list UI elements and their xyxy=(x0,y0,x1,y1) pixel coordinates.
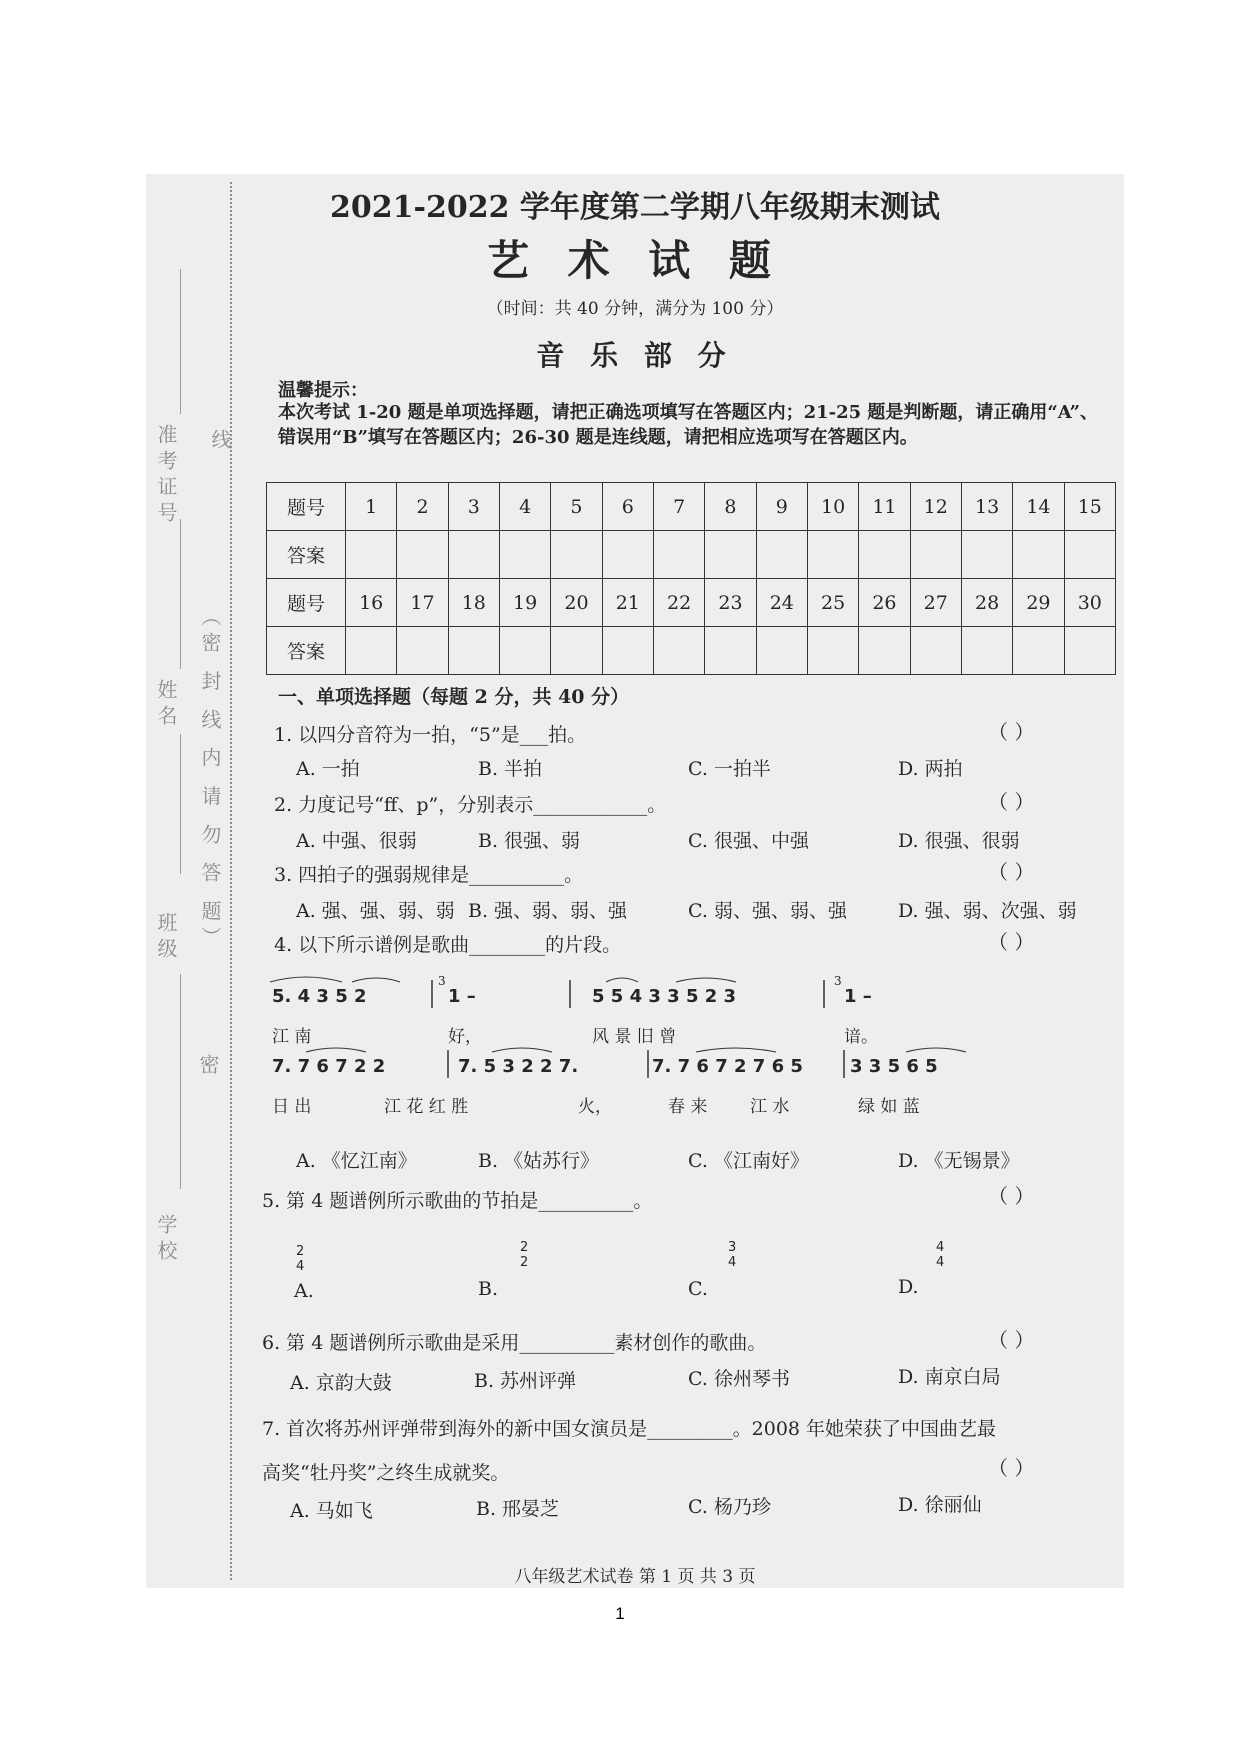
answer-cell[interactable] xyxy=(448,531,499,579)
option-c: C. 《江南好》 xyxy=(688,1150,809,1172)
table-cell: 5 xyxy=(551,483,602,531)
table-cell: 28 xyxy=(961,579,1012,627)
answer-cell[interactable] xyxy=(1013,531,1064,579)
answer-cell[interactable] xyxy=(961,531,1012,579)
option-a: A. 《忆江南》 xyxy=(296,1150,417,1172)
table-cell: 3 xyxy=(448,483,499,531)
answer-paren: （ ） xyxy=(988,930,1035,954)
answer-paren: （ ） xyxy=(988,720,1035,744)
answer-cell[interactable] xyxy=(859,627,910,675)
table-cell: 21 xyxy=(602,579,653,627)
answer-cell[interactable] xyxy=(705,531,756,579)
option-a: A. 京韵大鼓 xyxy=(290,1372,392,1394)
answer-cell[interactable] xyxy=(859,531,910,579)
option-b: B. 邢晏芝 xyxy=(476,1498,560,1520)
time-mark: 3 xyxy=(834,974,842,988)
time-signature-c: 3 4 xyxy=(728,1240,737,1270)
question-1: 1. 以四分音符为一拍，“5”是___拍。 xyxy=(274,724,587,746)
lyric: 风 景 旧 曾 xyxy=(592,1027,677,1047)
seal-char: 密 xyxy=(196,1054,220,1080)
option-c: C. 弱、强、弱、强 xyxy=(688,900,847,922)
option-b: B. 《姑苏行》 xyxy=(478,1150,600,1172)
lyric: 江 南 xyxy=(272,1027,312,1047)
answer-cell[interactable] xyxy=(705,627,756,675)
table-cell: 13 xyxy=(961,483,1012,531)
score-measure: 5. 4 3 5 2 xyxy=(272,986,367,1007)
table-cell: 15 xyxy=(1064,483,1115,531)
table-cell: 24 xyxy=(756,579,807,627)
answer-cell[interactable] xyxy=(346,627,397,675)
answer-paren: （ ） xyxy=(988,860,1035,884)
answer-cell[interactable] xyxy=(602,627,653,675)
exam-title: 2021-2022 学年度第二学期八年级期末测试 xyxy=(330,190,940,225)
question-4: 4. 以下所示谱例是歌曲________的片段。 xyxy=(274,934,622,956)
option-c: C. 徐州琴书 xyxy=(688,1368,790,1390)
name-label: 姓名 xyxy=(154,679,178,731)
table-row xyxy=(267,531,1116,579)
score-measure: 7. 7 6 7 2 2 xyxy=(272,1056,386,1077)
answer-cell[interactable] xyxy=(756,531,807,579)
table-cell: 27 xyxy=(910,579,961,627)
table-cell: 14 xyxy=(1013,483,1064,531)
answer-cell[interactable] xyxy=(602,531,653,579)
question-7: 7. 首次将苏州评弹带到海外的新中国女演员是_________。2008 年她荣获了中国曲艺最 xyxy=(262,1418,997,1440)
table-cell: 9 xyxy=(756,483,807,531)
table-cell: 23 xyxy=(705,579,756,627)
table-cell: 22 xyxy=(653,579,704,627)
table-cell: 题号 xyxy=(267,483,346,531)
answer-cell[interactable] xyxy=(807,531,858,579)
time-note: （时间：共 40 分钟，满分为 100 分） xyxy=(486,299,784,319)
table-cell: 26 xyxy=(859,579,910,627)
exam-paper-photo xyxy=(146,174,1124,1588)
paper-footer: 八年级艺术试卷 第 1 页 共 3 页 xyxy=(514,1567,756,1587)
answer-cell[interactable] xyxy=(551,531,602,579)
class-underline xyxy=(180,734,181,874)
table-cell: 29 xyxy=(1013,579,1064,627)
option-b: B. 半拍 xyxy=(478,758,543,780)
lyric: 江 花 红 胜 xyxy=(384,1097,469,1117)
answer-cell[interactable] xyxy=(910,531,961,579)
time-signature-b: 2 2 xyxy=(520,1240,529,1270)
tips-body: 本次考试 1-20 题是单项选择题，请把正确选项填写在答题区内；21-25 题是判断题，请正确用“A”、错误用“B”填写在答题区内；26-30 题是连线题，请把相应选项写在答题区内。 xyxy=(278,402,1098,448)
table-cell: 4 xyxy=(499,483,550,531)
exam-no-label: 准考证号 xyxy=(154,424,178,528)
question-7-cont: 高奖“牡丹奖”之终生成就奖。 xyxy=(262,1462,510,1484)
lyric: 谙。 xyxy=(844,1027,878,1047)
lyric: 日 出 xyxy=(272,1097,312,1117)
table-cell: 18 xyxy=(448,579,499,627)
question-6: 6. 第 4 题谱例所示歌曲是采用__________素材创作的歌曲。 xyxy=(262,1332,767,1354)
section-heading: 一、单项选择题（每题 2 分，共 40 分） xyxy=(278,686,630,708)
lyric: 春 来 xyxy=(668,1097,708,1117)
answer-paren: （ ） xyxy=(988,790,1035,814)
option-d: D. 两拍 xyxy=(898,758,963,780)
answer-cell[interactable] xyxy=(499,531,550,579)
answer-cell[interactable] xyxy=(397,531,448,579)
option-c: C. 一拍半 xyxy=(688,758,771,780)
time-mark: 3 xyxy=(438,974,446,988)
option-a: A. xyxy=(294,1280,314,1302)
answer-cell[interactable] xyxy=(397,627,448,675)
option-b: B. 苏州评弹 xyxy=(474,1370,577,1392)
option-a: A. 一拍 xyxy=(296,758,360,780)
answer-cell[interactable] xyxy=(807,627,858,675)
answer-cell[interactable] xyxy=(1064,627,1115,675)
answer-cell[interactable] xyxy=(653,627,704,675)
option-c: C. 很强、中强 xyxy=(688,830,809,852)
table-cell: 答案 xyxy=(267,627,346,675)
score-measure: 1 – xyxy=(844,986,872,1007)
score-measure: 7. 7 6 7 2 7 6 5 xyxy=(652,1056,803,1077)
table-cell: 10 xyxy=(807,483,858,531)
option-b: B. 强、弱、弱、强 xyxy=(468,900,628,922)
table-row xyxy=(267,483,1116,531)
class-label: 班级 xyxy=(154,912,178,964)
table-cell: 30 xyxy=(1064,579,1115,627)
option-c: C. 杨乃珍 xyxy=(688,1496,771,1518)
lyric: 绿 如 蓝 xyxy=(858,1097,920,1117)
tips-heading: 温馨提示： xyxy=(278,380,368,401)
table-cell: 25 xyxy=(807,579,858,627)
table-cell: 答案 xyxy=(267,531,346,579)
option-c: C. xyxy=(688,1278,708,1300)
answer-cell[interactable] xyxy=(1064,531,1115,579)
answer-cell[interactable] xyxy=(910,627,961,675)
perforation-line xyxy=(230,182,232,1580)
question-3: 3. 四拍子的强弱规律是__________。 xyxy=(274,864,584,886)
answer-cell[interactable] xyxy=(961,627,1012,675)
table-cell: 题号 xyxy=(267,579,346,627)
school-label: 学校 xyxy=(154,1214,178,1266)
table-row xyxy=(267,627,1116,675)
answer-cell[interactable] xyxy=(499,627,550,675)
time-signature-a: 2 4 xyxy=(296,1244,305,1274)
table-cell: 12 xyxy=(910,483,961,531)
question-2: 2. 力度记号“ff、p”，分别表示____________。 xyxy=(274,794,667,816)
school-underline xyxy=(180,974,181,1189)
option-d: D. 徐丽仙 xyxy=(898,1494,982,1516)
subject-title: 艺 术 试 题 xyxy=(487,236,783,285)
table-cell: 7 xyxy=(653,483,704,531)
score-measure: 5 5 4 3 3 5 2 3 xyxy=(592,986,737,1007)
time-signature-d: 4 4 xyxy=(936,1240,945,1270)
option-d: D. 南京白局 xyxy=(898,1366,1001,1388)
table-cell: 16 xyxy=(346,579,397,627)
answer-cell[interactable] xyxy=(653,531,704,579)
option-a: A. 中强、很弱 xyxy=(296,830,417,852)
option-d: D. 很强、很弱 xyxy=(898,830,1020,852)
answer-paren: （ ） xyxy=(988,1184,1035,1208)
question-5: 5. 第 4 题谱例所示歌曲的节拍是__________。 xyxy=(262,1190,653,1212)
answer-paren: （ ） xyxy=(988,1456,1035,1480)
page-number: 1 xyxy=(615,1604,625,1623)
table-cell: 2 xyxy=(397,483,448,531)
answer-cell[interactable] xyxy=(346,531,397,579)
table-cell: 20 xyxy=(551,579,602,627)
part-title: 音 乐 部 分 xyxy=(536,339,734,372)
option-d: D. 《无锡景》 xyxy=(898,1150,1020,1172)
table-cell: 8 xyxy=(705,483,756,531)
answer-cell[interactable] xyxy=(756,627,807,675)
name-underline xyxy=(180,519,181,669)
table-cell: 11 xyxy=(859,483,910,531)
option-b: B. 很强、弱 xyxy=(478,830,581,852)
option-d: D. xyxy=(898,1276,919,1298)
answer-paren: （ ） xyxy=(988,1328,1035,1352)
seal-notice: （密 封 线 内 请 勿 答 题） xyxy=(198,606,222,953)
score-measure: 7. 5 3 2 2 7. xyxy=(458,1056,579,1077)
answer-table xyxy=(266,482,1116,675)
lyric: 火， xyxy=(578,1097,612,1117)
table-cell: 19 xyxy=(499,579,550,627)
option-d: D. 强、弱、次强、弱 xyxy=(898,900,1077,922)
option-a: A. 强、强、弱、弱 xyxy=(296,900,455,922)
answer-cell[interactable] xyxy=(551,627,602,675)
option-b: B. xyxy=(478,1278,499,1300)
table-cell: 6 xyxy=(602,483,653,531)
table-row xyxy=(267,579,1116,627)
lyric: 好， xyxy=(448,1027,482,1047)
score-measure: 3 3 5 6 5 xyxy=(850,1056,938,1077)
score-measure: 1 – xyxy=(448,986,476,1007)
seal-line-char: 线 xyxy=(208,429,232,455)
lyric: 江 水 xyxy=(750,1097,790,1117)
table-cell: 17 xyxy=(397,579,448,627)
answer-cell[interactable] xyxy=(1013,627,1064,675)
option-a: A. 马如飞 xyxy=(290,1500,373,1522)
answer-cell[interactable] xyxy=(448,627,499,675)
table-cell: 1 xyxy=(346,483,397,531)
